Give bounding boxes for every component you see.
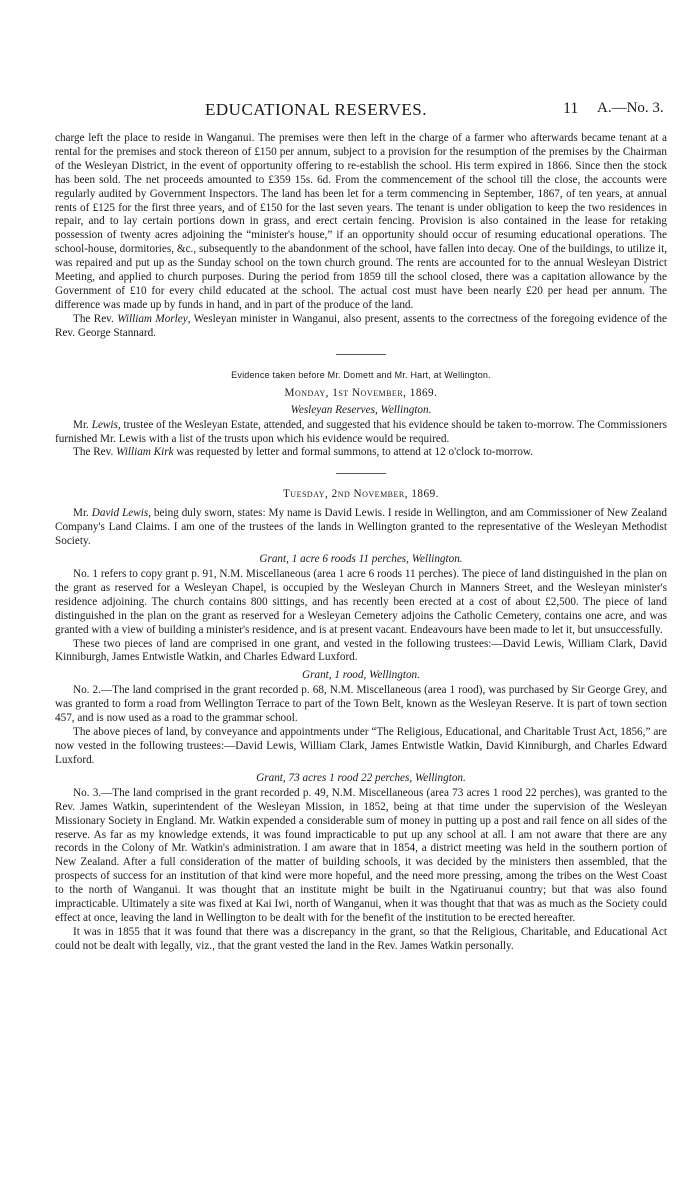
monday-date: Monday, 1st November, 1869. [284, 386, 438, 399]
kirk-rest: was requested by letter and formal summons, to attend at 12 o'clock to-morrow. [173, 446, 534, 459]
kirk-prefix: The Rev. [73, 446, 117, 459]
grant1-title: Grant, 1 acre 6 roods 11 perches, Wellington. [259, 553, 463, 566]
section-divider [336, 354, 386, 355]
intro-rest: , being duly sworn, states: My name is David Lewis. I reside in Wellington, and am Commissioner of New Zealand Company's Land Claims. I am one of the trustees of the lands in Wellington granted to the representative of the Wesleyan Methodist Society. [55, 507, 667, 548]
grant2-para1: No. 2.—The land comprised in the grant recorded p. 68, N.M. Miscellaneous (area 1 rood), was purchased by Sir George Grey, and was granted to form a road from Wellington Terrace to part of the Town Belt, known as the Wesleyan Reserve. It is part of town section 457, and is now used as a road to the grammar school. [55, 684, 667, 725]
page-number: 11 [563, 100, 579, 117]
morley-prefix: The Rev. [73, 312, 118, 325]
morley-rest: , Wesleyan minister in Wanganui, also present, assents to the correctness of the foregoing evidence of the Rev. George Stannard. [55, 312, 667, 339]
lewis-name: Lewis [91, 418, 118, 431]
intro-prefix: Mr. [73, 507, 92, 520]
document-page [55, 100, 667, 954]
evidence-heading: Evidence taken before Mr. Domett and Mr. Hart, at Wellington. [231, 369, 491, 380]
kirk-name: William Kirk [116, 446, 174, 459]
header-title: EDUCATIONAL RESERVES. [205, 100, 427, 119]
lewis-paragraph [55, 419, 667, 447]
section-divider [336, 473, 386, 474]
monday-subtitle: Wesleyan Reserves, Wellington. [290, 403, 432, 416]
tuesday-intro [55, 507, 667, 549]
page-header [55, 100, 667, 122]
grant2-para2: The above pieces of land, by conveyance and appointments under “The Religious, Educational, and Charitable Trust Act, 1856,” are now vested in the following trustees:—David Lewis, William Clark, James Entwistle Watkin, David Kinniburgh, and Charles Edward Luxford. [55, 726, 667, 766]
grant3-para2: It was in 1855 that it was found that there was a discrepancy in the grant, so that the Religious, Charitable, and Educational Act could not be dealt with legally, viz., that the grant vested the land in the Rev. James Watkin personally. [55, 925, 667, 952]
lewis-prefix: Mr. [73, 418, 92, 431]
morley-paragraph [55, 313, 667, 341]
kirk-paragraph [55, 446, 667, 460]
intro-name: David Lewis [91, 507, 149, 520]
tuesday-date: Tuesday, 2nd November, 1869. [282, 488, 440, 501]
grant1-para1: No. 1 refers to copy grant p. 91, N.M. Miscellaneous (area 1 acre 6 roods 11 perches). The piece of land distinguished in the plan on the grant as reserved for a Wesleyan Chapel, is occupied by the Wesleyan Church in Manners Street, and the Wesleyan minister's residence adjoining. The church contains 800 sittings, and has recently been erected at a cost of about £2,500. The piece of land distinguished in the plan on the grant as reserved for a Wesleyan Cemetery adjoins the Catholic Cemetery, contains one acre, and was granted with a view of building a minister's residence, and is at present vacant. Endeavours have been made to let it, but unsuccessfully. [55, 568, 667, 636]
lewis-rest: , trustee of the Wesleyan Estate, attended, and suggested that his evidence should be taken to-morrow. The Commissioners furnished Mr. Lewis with a list of the trusts upon which his evidence would be required. [55, 418, 668, 445]
body-paragraph: charge left the place to reside in Wanganui. The premises were then left in the charge of a farmer who afterwards became tenant at a rental for the premises and stock thereon of £150 per annum, subject to a provision for the resumption of the premises by the Chairman of the Wesleyan District, in the event of opportunity offering to re-establish the school. His term expired in 1866. Since then the stock has been sold. The net proceeds amounted to £359 15s. 6d. From the commencement of the school till the close, the accounts were regularly audited by Government Inspectors. The land has been let for a term commencing in September, 1867, of ten years, at annual rents of £125 for the first three years, and of £150 for the last seven years. The tenant is under obligation to keep the two residences in repair, and to lay certain portions down in grass, and erect certain fencing. Provision is also contained in the lease for retaking possession of twenty acres adjoining the “minister's house,” if an opportunity should occur of resuming educational operations. The school-house, dormitories, &c., subsequently to the abandonment of the school, have fallen into decay. One of the buildings, to utilize it, was repaired and put up as the Sunday school on the town church ground. The rents are accounted for to the annual Wesleyan District Meeting, and applied to church purposes. During the period from 1859 till the school closed, there was a capitation allowance by the Government of £10 for every child educated at the school. The actual cost must have been nearly £20 per head per annum. The difference was made up by funds in hand, and in part of the produce of the land. [55, 132, 667, 311]
morley-name: William Morley [117, 312, 188, 325]
grant3-title: Grant, 73 acres 1 rood 22 perches, Wellington. [256, 771, 466, 784]
grant2-title: Grant, 1 rood, Wellington. [302, 669, 420, 682]
document-reference: A.—No. 3. [597, 100, 664, 116]
grant3-para1: No. 3.—The land comprised in the grant recorded p. 49, N.M. Miscellaneous (area 73 acres 1 rood 22 perches), was granted to the Rev. James Watkin, superintendent of the Wesleyan Mission, in 1852, being at that time under the supervision of the Wesleyan Missionary Society in England. Mr. Watkin expended a considerable sum of money in putting up a post and rail fence on all sides of the reserve. As far as my knowledge extends, it was found impracticable to put up any school at all. I am not aware that there are any records in the Colony of Mr. Watkin's administration. I am aware that in 1854, a district meeting was held in the southern portion of New Zealand. After a full consideration of the matter of building schools, it was decided by the ministers then assembled, that the prospects of success for an institution of that kind were more hopeful, and the need more pressing, among the tribes on the West Coast to the north of Wanganui. It was thought that an institute might be built in the Ngatiruanui country; but that was also found impracticable. Ultimately a site was fixed at Kai Iwi, north of Wanganui, when it was thought that that was as much as the Society could effect at once, leaving the land in Wellington to be dealt with for the benefit of the institution to be erected hereafter. [55, 786, 667, 924]
grant1-para2: These two pieces of land are comprised in one grant, and vested in the following trustees:—David Lewis, William Clark, David Kinniburgh, James Entwistle Watkin, and Charles Edward Luxford. [55, 637, 667, 664]
